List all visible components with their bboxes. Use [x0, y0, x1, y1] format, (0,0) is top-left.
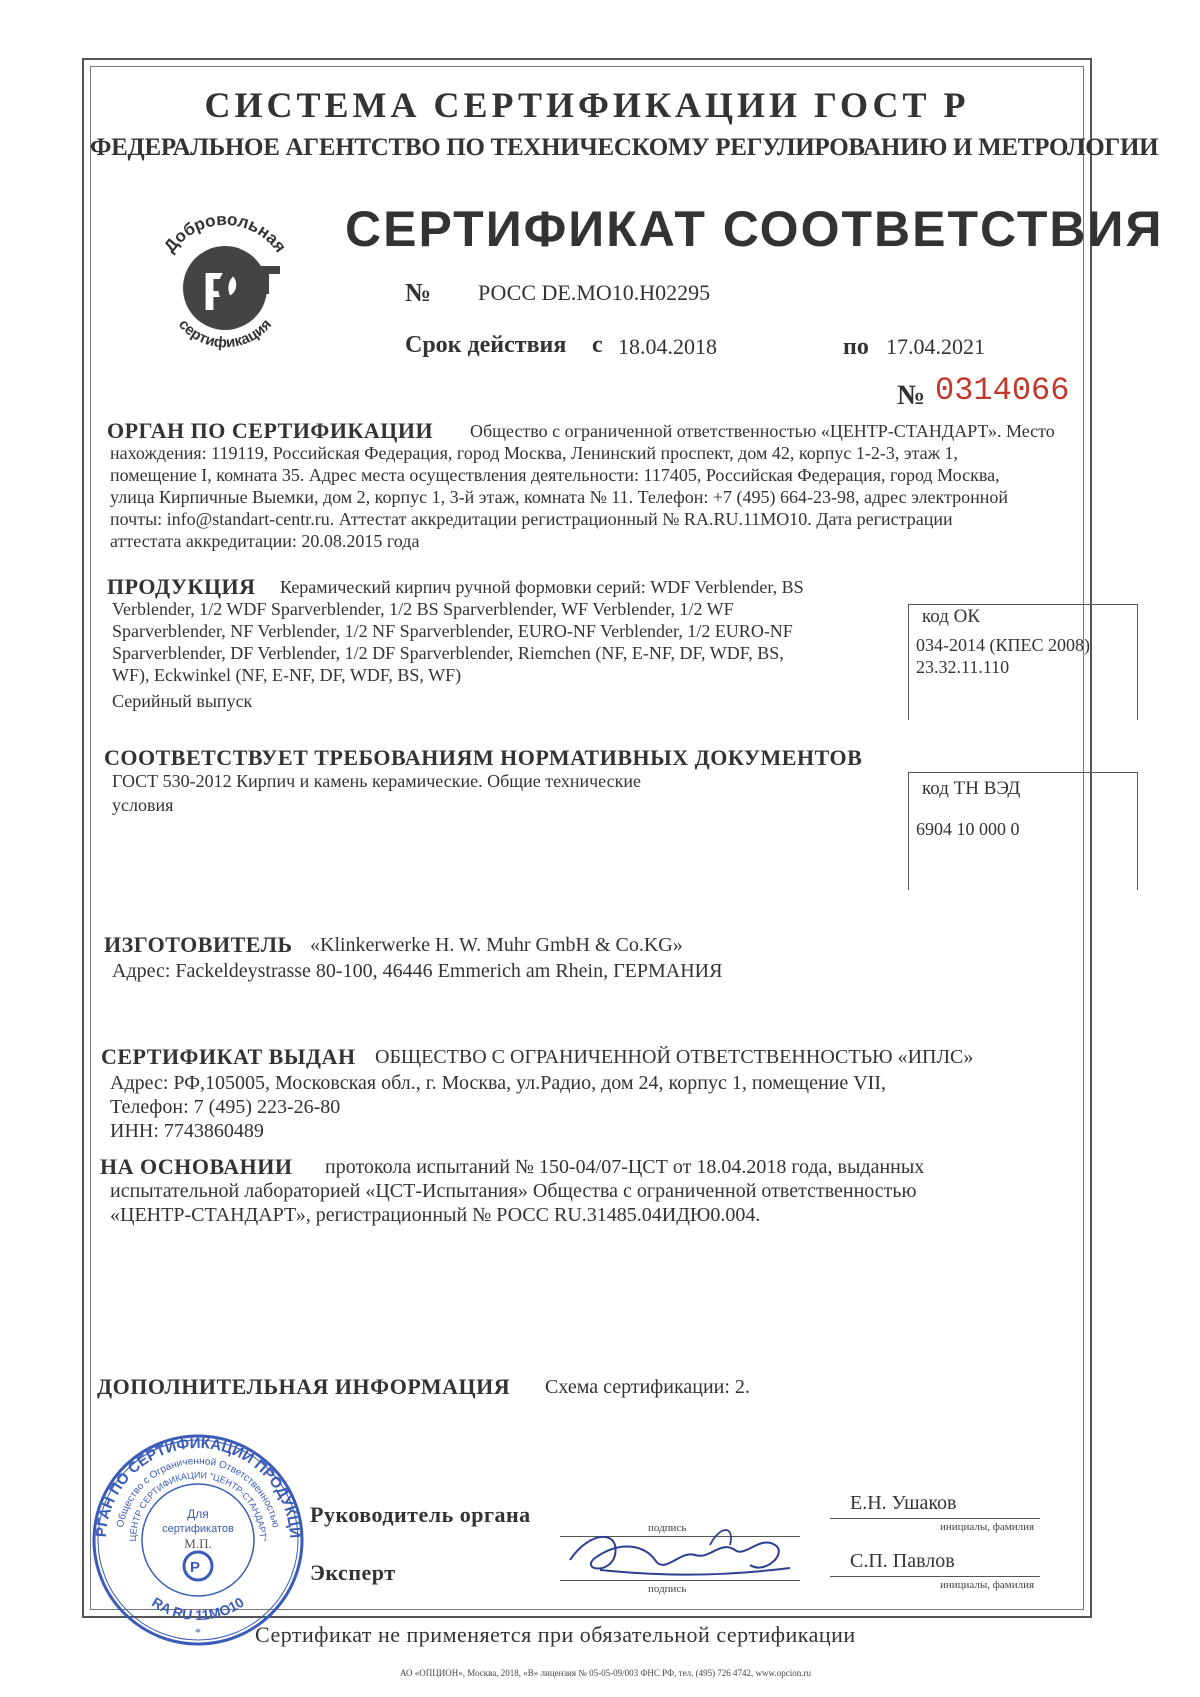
head-label: Руководитель органа	[310, 1502, 531, 1527]
organ-line: почты: info@standart-centr.ru. Аттестат аккредитации регистрационный № RA.RU.11МО10. Дата регистрации	[110, 509, 953, 529]
product-line: Sparverblender, NF Verblender, 1/2 NF Sparverblender, EURO-NF Verblender, 1/2 EURO-NF	[112, 621, 793, 641]
expert-name: С.П. Павлов	[850, 1550, 955, 1572]
additional-text: Схема сертификации: 2.	[545, 1376, 750, 1398]
product-line: WF), Eckwinkel (NF, E-NF, DF, WDF, BS, WF)	[112, 665, 462, 685]
logo-bottom-text: сертификация	[174, 315, 276, 352]
stamp-center-mid: сертификатов	[162, 1523, 234, 1535]
organ-line: улица Кирпичные Выемки, дом 2, корпус 1, 3-й этаж, комната № 11. Телефон: +7 (495) 664-23-98, адрес электронной	[110, 487, 1008, 507]
validity-to-date: 17.04.2021	[886, 334, 985, 359]
ok-code-line: 23.32.11.110	[916, 657, 1010, 677]
conformity-line: условия	[112, 795, 174, 815]
issued-heading: СЕРТИФИКАТ ВЫДАН	[101, 1044, 356, 1069]
serial-number: 0314066	[935, 372, 1070, 409]
cert-number-label: №	[405, 278, 432, 307]
expert-sign-caption: подпись	[648, 1583, 687, 1595]
serial-label: №	[897, 380, 926, 411]
manufacturer-address: Адрес: Fackeldeystrasse 80-100, 46446 Emmerich am Rhein, ГЕРМАНИЯ	[112, 960, 723, 982]
product-line: Керамический кирпич ручной формовки серий: WDF Verblender, BS	[280, 577, 804, 597]
head-name: Е.Н. Ушаков	[850, 1492, 957, 1514]
tnved-code-value: 6904 10 000 0	[916, 819, 1020, 839]
validity-from-date: 18.04.2018	[618, 334, 717, 359]
expert-label: Эксперт	[310, 1560, 396, 1585]
expert-initials-caption: инициалы, фамилия	[940, 1579, 1035, 1591]
product-heading: ПРОДУКЦИЯ	[107, 574, 256, 599]
svg-text:*: *	[195, 1625, 201, 1639]
organ-line: помещение I, комната 35. Адрес места осуществления деятельности: 117405, Российская Федерация, город Москва,	[110, 465, 1000, 485]
organ-heading: ОРГАН ПО СЕРТИФИКАЦИИ	[107, 418, 434, 443]
stamp-center-top: Для	[187, 1507, 209, 1521]
product-line: Verblender, 1/2 WDF Sparverblender, 1/2 BS Sparverblender, WF Verblender, 1/2 WF	[112, 599, 734, 619]
issued-line: Адрес: РФ,105005, Московская обл., г. Москва, ул.Радио, дом 24, корпус 1, помещение VII,	[110, 1072, 886, 1094]
svg-text:P: P	[190, 1559, 201, 1576]
product-line: Sparverblender, DF Verblender, 1/2 DF Sparverblender, Riemchen (NF, E-NF, DF, WDF, BS,	[112, 643, 784, 663]
rst-logo	[140, 198, 310, 358]
additional-heading: ДОПОЛНИТЕЛЬНАЯ ИНФОРМАЦИЯ	[97, 1374, 511, 1399]
issued-line: ИНН: 7743860489	[110, 1120, 264, 1142]
validity-to-label: по	[843, 334, 869, 360]
system-title: СИСТЕМА СЕРТИФИКАЦИИ ГОСТ Р	[204, 85, 970, 125]
product-line: Серийный выпуск	[112, 691, 253, 711]
basis-line: испытательной лабораторией «ЦСТ-Испытания» Общества с ограниченной ответственностью	[110, 1180, 917, 1202]
organ-line: аттестата аккредитации: 20.08.2015 года	[110, 531, 420, 551]
stamp-ring-text-3: ЦЕНТР СЕРТИФИКАЦИИ "ЦЕНТР-СТАНДАРТ"	[127, 1469, 269, 1542]
conformity-heading: СООТВЕТСТВУЕТ ТРЕБОВАНИЯМ НОРМАТИВНЫХ ДОКУМЕНТОВ	[104, 745, 863, 770]
stamp-ring-text-2: Общество с Ограниченной Ответственностью	[115, 1455, 281, 1529]
conformity-line: ГОСТ 530-2012 Кирпич и камень керамические. Общие технические	[112, 771, 641, 791]
basis-line: протокола испытаний № 150-04/07-ЦСТ от 18.04.2018 года, выданных	[325, 1156, 925, 1178]
printer-info: АО «ОПЦИОН», Москва, 2018, «В» лицензия № 05-05-09/003 ФНС РФ, тел. (495) 726 4742, www.opcion.ru	[400, 1668, 811, 1678]
organ-line: нахождения: 119119, Российская Федерация, город Москва, Ленинский проспект, дом 42, корпус 1-2-3, этаж 1,	[110, 443, 959, 463]
basis-heading: НА ОСНОВАНИИ	[100, 1154, 293, 1179]
ok-code-label: код ОК	[922, 606, 981, 627]
ok-code-line: 034-2014 (КПЕС 2008)	[916, 635, 1090, 655]
validity-label: Срок действия	[405, 332, 567, 358]
cert-number: РОСС DE.МО10.Н02295	[478, 280, 711, 305]
issued-name: ОБЩЕСТВО С ОГРАНИЧЕННОЙ ОТВЕТСТВЕННОСТЬЮ «ИПЛС»	[375, 1046, 974, 1068]
basis-line: «ЦЕНТР-СТАНДАРТ», регистрационный № РОСС RU.31485.04ИДЮ0.004.	[110, 1204, 761, 1226]
expert-name-line	[830, 1576, 1040, 1577]
manufacturer-heading: ИЗГОТОВИТЕЛЬ	[104, 932, 293, 957]
agency-title: ФЕДЕРАЛЬНОЕ АГЕНТСТВО ПО ТЕХНИЧЕСКОМУ РЕГУЛИРОВАНИЮ И МЕТРОЛОГИИ	[90, 134, 1159, 161]
head-sign-caption: подпись	[648, 1522, 687, 1534]
issued-line: Телефон: 7 (495) 223-26-80	[110, 1096, 341, 1118]
manufacturer-name: «Klinkerwerke H. W. Muhr GmbH & Co.KG»	[310, 934, 683, 956]
svg-text:RA RU 11МО10	[149, 1594, 247, 1623]
stamp-mp: М.П.	[184, 1536, 212, 1551]
certificate-title: СЕРТИФИКАТ СООТВЕТСТВИЯ	[345, 201, 1164, 257]
organ-line: Общество с ограниченной ответственностью «ЦЕНТР-СТАНДАРТ». Место	[470, 421, 1055, 441]
logo-top-text: Добровольная	[160, 209, 290, 257]
stamp-ring-text: РГАН ПО СЕРТИФИКАЦИИ ПРОДУКЦИ	[92, 1434, 304, 1539]
svg-text:P: P	[202, 262, 239, 322]
organ-stamp	[88, 1430, 308, 1650]
footer-note: Сертификат не применяется при обязательной сертификации	[255, 1622, 856, 1647]
validity-from-label: с	[592, 332, 603, 358]
head-initials-caption: инициалы, фамилия	[940, 1521, 1035, 1533]
stamp-bottom-text: RA RU 11МО10	[149, 1593, 247, 1624]
head-name-line	[830, 1518, 1040, 1519]
tnved-code-label: код ТН ВЭД	[922, 778, 1021, 799]
signature-image	[560, 1520, 800, 1590]
